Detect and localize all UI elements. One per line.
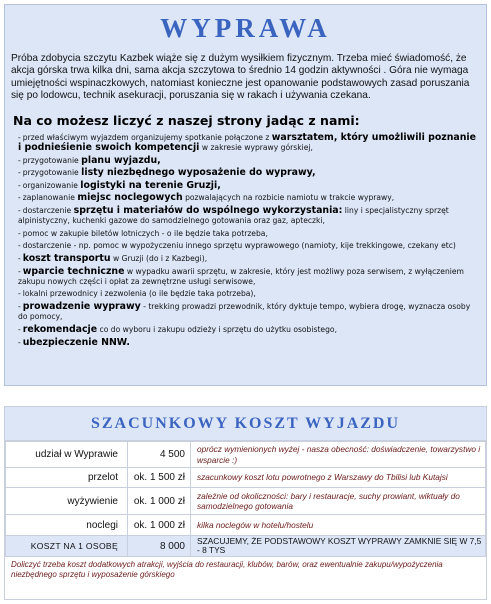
cost-value: 4 500 xyxy=(128,442,191,468)
cost-value: ok. 1 000 zł xyxy=(128,515,191,536)
cost-note: szacunkowy koszt lotu powrotnego z Warszawy do Tbilisi lub Kutajsi xyxy=(191,468,486,488)
table-row xyxy=(6,468,486,488)
list-item: - przygotowanie planu wyjazdu, xyxy=(18,154,161,166)
list-item: - wparcie techniczne w wypadku awarii sprzętu, w zakresie, który jest możliwy poza serwisem, z wyłączeniem zakupu nowych części i opłat za zewnętrzne usługi serwisowe, xyxy=(18,265,464,286)
list-item: - organizowanie logistyki na terenie Gruzji, xyxy=(18,179,221,191)
offer-subheading: Na co możesz liczyć z naszej strony jadąc z nami: xyxy=(13,112,360,128)
list-item: - pomoc w zakupie biletów lotniczych - o ile będzie taka potrzeba, xyxy=(18,228,268,238)
table-row xyxy=(6,442,486,468)
list-item: - rekomendacje co do wyboru i zakupu odzieży i sprzętu do użytku osobistego, xyxy=(18,323,337,335)
cost-note: oprócz wymienionych wyżej - nasza obecność: doświadczenie, towarzystwo i wsparcie :) xyxy=(191,442,486,468)
cost-footnote: Doliczyć trzeba koszt dodatkowych atrakcji, wyjścia do restauracji, klubów, barów, oraz ewentualnie zakupu/wypożyczenia niezbędnego sprzętu i wyposażenie górskiego xyxy=(11,560,443,579)
list-item: - zaplanowanie miejsc noclegowych pozwalających na rozbicie namiotu w trakcie wyprawy, xyxy=(18,192,395,204)
table-row xyxy=(6,488,486,515)
cost-label: udział w Wyprawie xyxy=(6,442,128,468)
list-item: - dostarczenie sprzętu i materiałów do wspólnego wykorzystania: liny i specjalistyczny sprzęt alpinistyczny, kuchenki gazowe do samodzielnego gotowania oraz gaz, apteczki, xyxy=(18,204,449,226)
total-row xyxy=(6,536,486,557)
cost-value: ok. 1 500 zł xyxy=(128,468,191,488)
total-label: KOSZT NA 1 OSOBĘ xyxy=(6,536,128,557)
cost-label: wyżywienie xyxy=(6,488,128,515)
cost-table xyxy=(5,441,486,557)
expedition-intro: Próba zdobycia szczytu Kazbek wiąże się z dużym wysiłkiem fizycznym. Trzeba mieć świadomość, że akcja górska trwa kilka dni, sama akcja szczytowa to średnio 14 godzin aktywności . Góra nie wymaga umiejętności wspinaczkowych, natomiast konieczne jest opanowanie podstawowych zasad poruszania się po lodowcu, technik asekuracji, poruszania się w rakach i używania czekana. xyxy=(11,53,470,102)
table-row xyxy=(6,515,486,536)
list-item: - lokalni przewodnicy i zezwolenia (o ile będzie taka potrzeba), xyxy=(18,289,256,299)
cost-note: zależnie od okoliczności: bary i restauracje, suchy prowiant, wiktuały do samodzielnego gotowania xyxy=(191,488,486,515)
list-item: - prowadzenie wyprawy - trekking prowadzi przewodnik, który dyktuje tempo, wybiera drogę, wyznacza osoby do pomocy, xyxy=(18,301,471,322)
list-item: - koszt transportu w Gruzji (do i z Kazbegi), xyxy=(18,252,208,264)
cost-label: przelot xyxy=(6,468,128,488)
list-item: - dostarczenie - np. pomoc w wypożyczeniu innego sprzętu wyprawowego (namioty, kije trekkingowe, czekany etc) xyxy=(18,241,456,251)
cost-note: kilka noclegów w hotelu/hostelu xyxy=(191,515,486,536)
cost-label: noclegi xyxy=(6,515,128,536)
list-item: - przed właściwym wyjazdem organizujemy spotkanie połączone z warsztatem, który umożliwili poznanie i podnieśienie swoich kompetencji w zakresie wyprawy górskiej, xyxy=(18,131,476,153)
list-item: - ubezpieczenie NNW. xyxy=(18,336,130,348)
total-note: SZACUJEMY, ŻE PODSTAWOWY KOSZT WYPRAWY ZAMKNIE SIĘ W 7,5 - 8 TYS xyxy=(191,536,486,557)
cost-value: ok. 1 000 zł xyxy=(128,488,191,515)
offer-list xyxy=(15,133,478,348)
total-value: 8 000 xyxy=(128,536,191,557)
expedition-title: WYPRAWA xyxy=(160,13,331,43)
cost-panel xyxy=(4,406,487,600)
expedition-panel xyxy=(4,4,487,386)
cost-title: SZACUNKOWY KOSZT WYJAZDU xyxy=(5,407,486,441)
list-item: - przygotowanie listy niezbędnego wyposażenie do wyprawy, xyxy=(18,167,316,179)
